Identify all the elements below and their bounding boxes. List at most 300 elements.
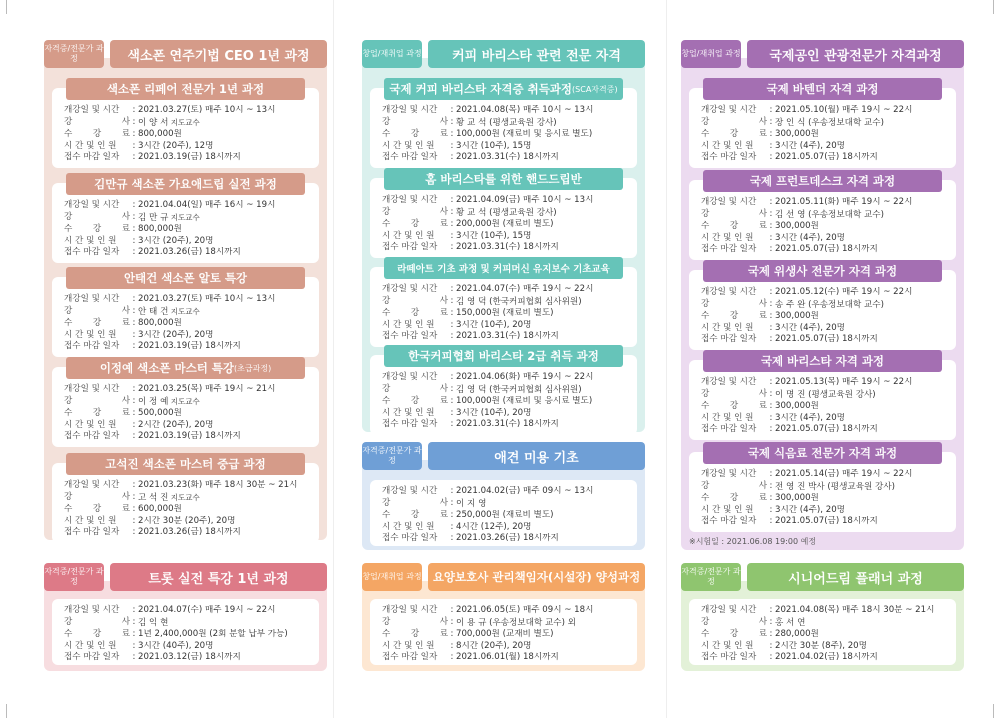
field-label <box>64 629 130 641</box>
field-label <box>701 141 767 153</box>
row-fee <box>382 510 631 522</box>
time-value: 3시간 (10주), 20명 <box>456 319 532 330</box>
time-value: 8시간 (20주), 20명 <box>456 640 532 651</box>
separator: : <box>450 533 454 544</box>
separator: : <box>769 480 773 491</box>
row-duration <box>382 408 631 420</box>
date-value: 2021.05.12(수) 매주 19시 ~ 22시 <box>775 287 913 297</box>
field-label <box>382 296 448 309</box>
teacher-value: 전 영 진 박사 (평생교육원 강사) <box>775 481 895 492</box>
field-label-part: 접수 마감 일자 <box>64 247 120 258</box>
field-label-part: 개강일 및 시간 <box>382 195 438 205</box>
category-tag: 창업/재취업 과정 <box>362 40 422 68</box>
course-card <box>370 264 637 347</box>
field-value <box>775 152 950 164</box>
field-label-part: 강 <box>729 221 739 232</box>
date-value: 2021.05.11(화) 매주 19시 ~ 22시 <box>775 197 913 207</box>
section-header <box>681 40 964 68</box>
field-label-part: 수 <box>701 401 710 412</box>
field-value <box>138 200 313 212</box>
separator: : <box>450 295 454 306</box>
teacher-value: 이 용 규 (우송정보대학 교수) 외 <box>456 617 576 628</box>
row-schedule <box>382 605 631 617</box>
section-header <box>44 40 327 68</box>
field-label-part: 료 <box>121 129 130 140</box>
field-value <box>138 605 313 617</box>
separator: : <box>769 129 773 140</box>
separator: : <box>132 247 136 258</box>
field-label-part: 접수 마감 일자 <box>701 516 757 527</box>
time-value: 4시간 (12주), 20명 <box>456 521 532 532</box>
field-label-part: 강 <box>701 208 710 219</box>
field-label-part: 개강일 및 시간 <box>382 605 438 615</box>
teacher-value: 장 인 식 (우송정보대학 교수) <box>775 117 884 128</box>
field-label <box>64 492 130 505</box>
field-label-part: 료 <box>121 408 130 419</box>
fee-value: 300,000원 <box>775 129 819 140</box>
time-value: 3시간 (20주), 20명 <box>138 235 214 246</box>
separator: : <box>769 140 773 151</box>
teacher-value: 고 석 진 <box>138 492 169 503</box>
field-label-part: 접수 마감 일자 <box>701 652 757 663</box>
separator: : <box>132 431 136 442</box>
separator: : <box>769 105 773 115</box>
course-title: 국제 바리스타 자격 과정 <box>703 350 942 372</box>
separator: : <box>769 197 773 207</box>
deadline-value: 2021.03.26(금) 18시까지 <box>138 527 241 538</box>
field-label-part: 료 <box>121 318 130 329</box>
field-value <box>456 308 631 320</box>
field-label-part: 강 <box>382 616 391 627</box>
field-label <box>382 308 448 320</box>
field-value <box>138 420 313 432</box>
field-label-part: 강 <box>701 116 710 127</box>
category-tag: 자격증/전문가 과정 <box>44 563 104 591</box>
field-value <box>138 431 313 443</box>
course-card <box>689 599 956 665</box>
field-value <box>456 117 631 130</box>
instructor-title: 지도교수 <box>168 306 200 316</box>
separator: : <box>450 152 454 163</box>
field-label-part: 수 <box>382 396 391 407</box>
field-value <box>775 117 950 130</box>
field-label-part: 강 <box>410 308 420 319</box>
separator: : <box>132 616 136 627</box>
row-deadline <box>701 334 950 346</box>
field-label-part: 강 <box>701 298 710 309</box>
deadline-value: 2021.03.31(수) 18시까지 <box>456 419 559 430</box>
field-label <box>701 323 767 335</box>
field-label <box>64 129 130 141</box>
field-label <box>701 389 767 402</box>
row-deadline <box>701 152 950 164</box>
course-card <box>689 354 956 440</box>
field-label-part: 료 <box>758 401 767 412</box>
separator: : <box>450 407 454 418</box>
section-title: 요양보호사 관리책임자(시설장) 양성과정 <box>428 563 645 591</box>
field-label <box>64 617 130 630</box>
separator: : <box>450 640 454 651</box>
section-title: 색소폰 연주기법 CEO 1년 과정 <box>110 40 327 68</box>
row-instructor <box>64 212 313 225</box>
date-value: 2021.03.27(토) 매주 10시 ~ 13시 <box>138 105 276 115</box>
field-label-part: 료 <box>439 510 448 521</box>
field-label <box>382 652 448 664</box>
field-label-part: 강 <box>382 206 391 217</box>
field-label <box>382 195 448 207</box>
separator: : <box>769 424 773 435</box>
time-value: 3시간 (10주), 15명 <box>456 230 532 241</box>
field-label-part: 강 <box>410 396 420 407</box>
separator: : <box>769 152 773 163</box>
field-value <box>775 197 950 209</box>
deadline-value: 2021.03.12(금) 18시까지 <box>138 652 241 663</box>
field-value <box>456 129 631 141</box>
field-label-part: 시 간 및 인 원 <box>64 419 117 430</box>
time-value: 3시간 (4주), 20명 <box>775 232 845 243</box>
separator: : <box>450 486 454 496</box>
field-label-part: 료 <box>758 493 767 504</box>
field-label <box>382 129 448 141</box>
field-label-part: 수 <box>64 629 73 640</box>
field-label <box>64 431 130 443</box>
section-header <box>362 40 645 68</box>
deadline-value: 2021.05.07(금) 18시까지 <box>775 334 878 345</box>
field-label-part: 시 간 및 인 원 <box>382 521 435 532</box>
field-label-part: 강 <box>64 211 73 222</box>
separator: : <box>132 640 136 651</box>
date-value: 2021.05.13(목) 매주 19시 ~ 22시 <box>775 377 913 387</box>
field-label <box>382 320 448 332</box>
field-label-part: 개강일 및 시간 <box>64 105 120 115</box>
row-instructor <box>382 617 631 630</box>
date-value: 2021.04.04(일) 매주 16시 ~ 19시 <box>138 200 276 210</box>
field-label <box>64 212 130 225</box>
field-value <box>775 605 950 617</box>
field-label-part: 수 <box>382 308 391 319</box>
field-label <box>64 236 130 248</box>
field-value <box>456 652 631 664</box>
field-label <box>701 287 767 299</box>
row-deadline <box>701 424 950 436</box>
row-instructor <box>64 306 313 319</box>
field-label-part: 개강일 및 시간 <box>64 605 120 615</box>
row-duration <box>64 420 313 432</box>
section-dog-grooming <box>362 442 645 550</box>
row-fee <box>701 401 950 413</box>
row-fee <box>701 221 950 233</box>
field-label <box>382 384 448 397</box>
time-value: 3시간 (4주), 20명 <box>775 322 845 333</box>
field-value <box>138 516 313 528</box>
separator: : <box>769 244 773 255</box>
field-label-part: 강 <box>382 295 391 306</box>
row-duration <box>701 323 950 335</box>
field-label <box>64 294 130 306</box>
row-schedule <box>64 200 313 212</box>
row-duration <box>382 141 631 153</box>
field-value <box>456 242 631 254</box>
row-duration <box>64 330 313 342</box>
field-value <box>138 212 313 225</box>
field-value <box>138 236 313 248</box>
field-label <box>64 408 130 420</box>
separator: : <box>450 605 454 615</box>
field-label <box>701 505 767 517</box>
field-label-part: 시 간 및 인 원 <box>701 322 754 333</box>
field-label <box>701 652 767 664</box>
field-label <box>64 341 130 353</box>
row-duration <box>701 233 950 245</box>
field-label <box>701 221 767 233</box>
exam-date-note: ※시험일 : 2021.06.08 19:00 예정 <box>689 537 817 546</box>
row-schedule <box>701 469 950 481</box>
field-label-part: 사 <box>758 116 767 127</box>
row-instructor <box>701 617 950 630</box>
field-value <box>775 413 950 425</box>
deadline-value: 2021.05.07(금) 18시까지 <box>775 424 878 435</box>
separator: : <box>132 527 136 538</box>
row-deadline <box>382 331 631 343</box>
field-label <box>64 516 130 528</box>
field-label-part: 강 <box>410 510 420 521</box>
course-card <box>52 271 319 357</box>
field-label-part: 강 <box>729 129 739 140</box>
separator: : <box>450 284 454 294</box>
field-value <box>456 105 631 117</box>
section-saxophone-ceo <box>44 40 327 540</box>
field-label <box>701 105 767 117</box>
field-value <box>456 231 631 243</box>
separator: : <box>450 129 454 140</box>
date-value: 2021.04.06(화) 매주 19시 ~ 22시 <box>456 372 594 382</box>
field-label <box>382 396 448 408</box>
field-label <box>382 117 448 130</box>
field-value <box>138 396 313 409</box>
crop-mark <box>6 704 7 718</box>
field-label-part: 사 <box>121 211 130 222</box>
field-label-part: 강 <box>92 504 102 515</box>
field-label-part: 강 <box>92 408 102 419</box>
row-instructor <box>382 384 631 397</box>
field-label <box>701 401 767 413</box>
fee-value: 300,000원 <box>775 311 819 322</box>
separator: : <box>132 419 136 430</box>
field-value <box>775 299 950 312</box>
field-value <box>456 605 631 617</box>
row-fee <box>382 129 631 141</box>
field-label-part: 강 <box>64 116 73 127</box>
date-value: 2021.04.08(목) 매주 10시 ~ 13시 <box>456 105 594 115</box>
teacher-value: 김 영 덕 (한국커피협회 심사위원) <box>456 384 582 395</box>
row-instructor <box>382 498 631 511</box>
teacher-value: 김 선 영 (우송정보대학 교수) <box>775 209 884 220</box>
row-deadline <box>701 652 950 664</box>
course-card <box>370 82 637 168</box>
course-title: 고석진 색소폰 마스터 중급 과정 <box>66 453 305 475</box>
instructor-title: 지도교수 <box>168 492 200 502</box>
separator: : <box>769 232 773 243</box>
field-label <box>64 117 130 130</box>
field-label-part: 수 <box>64 318 73 329</box>
course-card <box>52 177 319 263</box>
field-label <box>64 330 130 342</box>
field-label <box>382 408 448 420</box>
field-value <box>456 141 631 153</box>
field-label-part: 개강일 및 시간 <box>701 197 757 207</box>
field-value <box>138 318 313 330</box>
row-deadline <box>382 533 631 545</box>
time-value: 3시간 (40주), 20명 <box>138 640 214 651</box>
field-label <box>701 641 767 653</box>
course-title: 국제 식음료 전문가 자격 과정 <box>703 442 942 464</box>
field-label <box>701 197 767 209</box>
field-value <box>138 306 313 319</box>
separator: : <box>132 384 136 394</box>
field-label-part: 강 <box>382 116 391 127</box>
fee-value: 300,000원 <box>775 221 819 232</box>
fee-value: 800,000원 <box>138 224 182 235</box>
field-value <box>775 105 950 117</box>
field-label <box>382 284 448 296</box>
field-label-part: 사 <box>439 616 448 627</box>
fee-value: 250,000원 (재료비 별도) <box>456 510 554 521</box>
row-instructor <box>64 617 313 630</box>
field-label <box>701 377 767 389</box>
date-value: 2021.04.02(금) 매주 09시 ~ 13시 <box>456 486 594 496</box>
field-value <box>138 408 313 420</box>
row-deadline <box>701 244 950 256</box>
field-label-part: 개강일 및 시간 <box>64 294 120 304</box>
separator: : <box>132 305 136 316</box>
row-schedule <box>64 480 313 492</box>
row-schedule <box>64 605 313 617</box>
field-value <box>456 408 631 420</box>
field-label-part: 료 <box>758 221 767 232</box>
field-label-part: 접수 마감 일자 <box>64 431 120 442</box>
row-duration <box>64 641 313 653</box>
row-instructor <box>701 209 950 222</box>
category-tag: 자격증/전문가 과정 <box>362 442 422 470</box>
date-value: 2021.04.07(수) 매주 19시 ~ 22시 <box>456 284 594 294</box>
separator: : <box>132 211 136 222</box>
row-fee <box>64 504 313 516</box>
field-label <box>382 331 448 343</box>
field-label-part: 사 <box>439 383 448 394</box>
field-label-part: 수 <box>382 129 391 140</box>
teacher-value: 황 교 석 (평생교육원 강사) <box>456 207 557 218</box>
field-label-part: 시 간 및 인 원 <box>382 407 435 418</box>
time-value: 3시간 (4주), 20명 <box>775 412 845 423</box>
row-fee <box>64 318 313 330</box>
field-label-part: 개강일 및 시간 <box>382 372 438 382</box>
deadline-value: 2021.04.02(금) 18시까지 <box>775 652 878 663</box>
field-value <box>138 480 313 492</box>
field-value <box>775 505 950 517</box>
field-label-part: 사 <box>439 497 448 508</box>
row-schedule <box>701 105 950 117</box>
separator: : <box>132 105 136 115</box>
date-value: 2021.05.10(월) 매주 19시 ~ 22시 <box>775 105 913 115</box>
deadline-value: 2021.03.26(금) 18시까지 <box>138 247 241 258</box>
field-value <box>456 629 631 641</box>
date-value: 2021.03.25(목) 매주 19시 ~ 21시 <box>138 384 276 394</box>
field-value <box>138 617 313 630</box>
field-label <box>701 605 767 617</box>
field-label-part: 시 간 및 인 원 <box>382 140 435 151</box>
field-label-part: 강 <box>701 616 710 627</box>
field-value <box>775 233 950 245</box>
separator: : <box>769 504 773 515</box>
separator: : <box>769 516 773 527</box>
category-tag: 창업/재취업 과정 <box>681 40 741 68</box>
field-value <box>138 504 313 516</box>
course-card <box>370 172 637 258</box>
row-fee <box>382 308 631 320</box>
field-label-part: 강 <box>729 401 739 412</box>
field-value <box>138 129 313 141</box>
field-value <box>138 652 313 664</box>
separator: : <box>132 224 136 235</box>
fee-value: 300,000원 <box>775 493 819 504</box>
row-fee <box>64 129 313 141</box>
separator: : <box>769 298 773 309</box>
row-schedule <box>382 372 631 384</box>
field-label-part: 강 <box>92 129 102 140</box>
field-label-part: 사 <box>121 616 130 627</box>
date-value: 2021.03.23(화) 매주 18시 30분 ~ 21시 <box>138 480 298 490</box>
field-label <box>382 641 448 653</box>
field-label-part: 수 <box>382 510 391 521</box>
field-label <box>64 527 130 539</box>
section-header <box>362 563 645 591</box>
field-label-part: 수 <box>701 629 710 640</box>
field-label-part: 접수 마감 일자 <box>64 527 120 538</box>
time-value: 3시간 (10주), 20명 <box>456 407 532 418</box>
field-label-part: 개강일 및 시간 <box>64 200 120 210</box>
category-tag: 자격증/전문가 과정 <box>44 40 104 68</box>
field-label <box>382 219 448 231</box>
course-title: 국제 위생사 전문가 자격 과정 <box>703 260 942 282</box>
separator: : <box>132 395 136 406</box>
separator: : <box>769 401 773 412</box>
time-value: 2시간 (20주), 20명 <box>138 419 214 430</box>
row-schedule <box>382 195 631 207</box>
field-label <box>382 605 448 617</box>
field-label <box>701 424 767 436</box>
field-label <box>701 117 767 130</box>
section-senior-dream <box>681 563 964 671</box>
field-label-part: 개강일 및 시간 <box>64 480 120 490</box>
field-label <box>64 152 130 164</box>
field-label-part: 접수 마감 일자 <box>382 331 438 342</box>
field-label <box>64 306 130 319</box>
field-value <box>138 629 313 641</box>
field-label-part: 료 <box>439 396 448 407</box>
field-label <box>64 247 130 259</box>
fee-value: 200,000원 (재료비 별도) <box>456 219 554 230</box>
deadline-value: 2021.03.31(수) 18시까지 <box>456 242 559 253</box>
fold-line-left <box>333 0 334 718</box>
teacher-value: 이 지 영 <box>456 498 487 509</box>
field-label-part: 접수 마감 일자 <box>64 341 120 352</box>
separator: : <box>450 319 454 330</box>
row-schedule <box>64 105 313 117</box>
teacher-value: 이 정 예 <box>138 396 169 407</box>
fold-line-right <box>666 0 667 718</box>
course-title: 안태건 색소폰 알토 특강 <box>66 267 305 289</box>
separator: : <box>450 616 454 627</box>
